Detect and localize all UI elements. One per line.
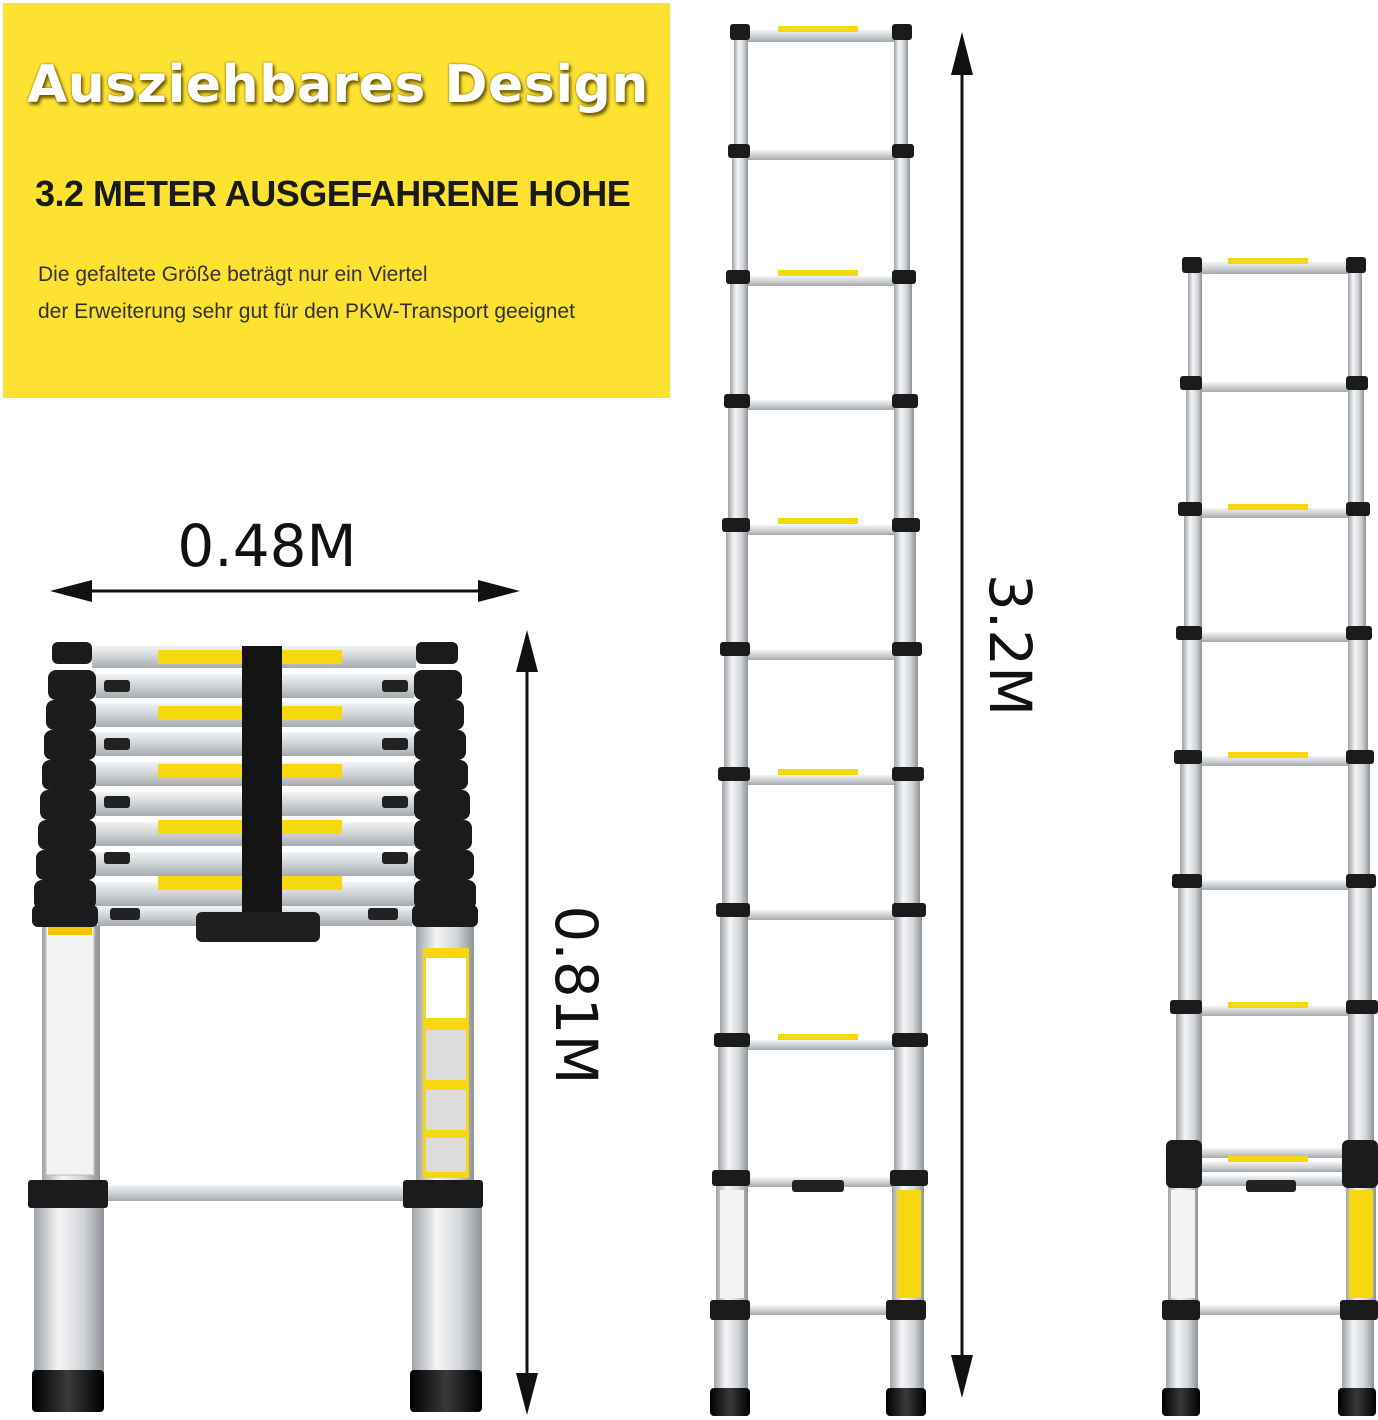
arrow-down-icon (516, 1373, 538, 1415)
extended-height-arrow (951, 32, 1044, 1398)
extended-height-label: 3.2M (976, 573, 1044, 717)
headline: Ausziehbares Design (27, 55, 649, 115)
folded-height-label: 0.81M (542, 905, 610, 1085)
telescopic-ladder-folded (28, 642, 483, 1412)
width-arrow (50, 512, 520, 602)
telescopic-ladder-extended (710, 24, 928, 1416)
folded-height-arrow (516, 630, 610, 1415)
description-line-2: der Erweiterung sehr gut für den PKW-Transport geeignet (38, 300, 575, 323)
strap (242, 646, 282, 916)
arrow-down-icon (951, 1355, 973, 1398)
description-line-1: Die gefaltete Größe beträgt nur ein Viertel (38, 263, 428, 286)
arrow-left-icon (50, 580, 92, 602)
carry-handle (196, 912, 320, 942)
arrow-right-icon (478, 580, 520, 602)
subheadline: 3.2 METER AUSGEFAHRENE HOHE (35, 173, 631, 214)
folded-width-label: 0.48M (177, 512, 357, 580)
telescopic-ladder-partial (1162, 257, 1378, 1416)
arrow-up-icon (951, 32, 973, 75)
arrow-up-icon (516, 630, 538, 672)
